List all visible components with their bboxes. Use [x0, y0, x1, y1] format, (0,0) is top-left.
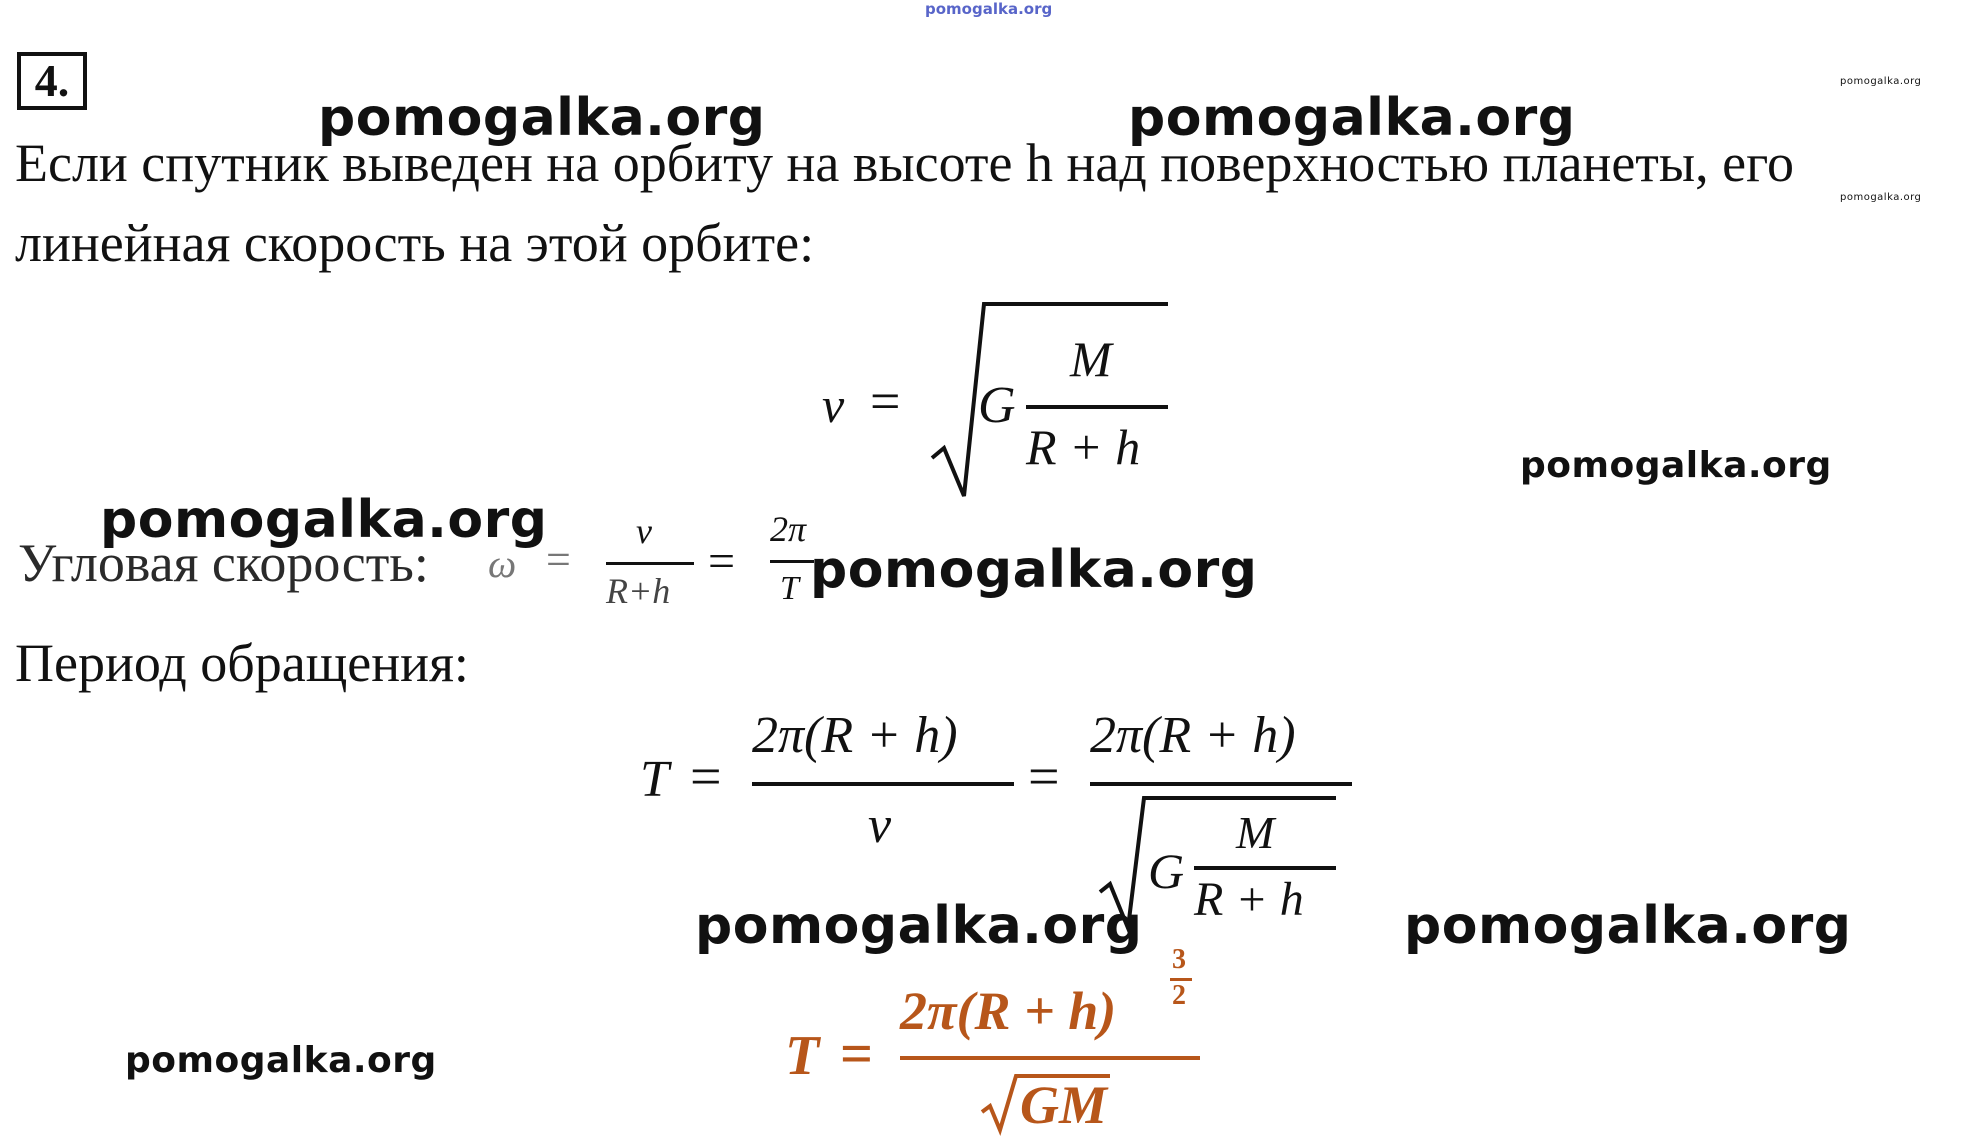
watermark: pomogalka.org	[1404, 896, 1852, 956]
watermark: pomogalka.org	[125, 1040, 437, 1081]
result-eq: =	[840, 1021, 874, 1086]
paragraph-line: Если спутник выведен на орбиту на высоте h над поверхностью планеты, его	[15, 133, 1794, 193]
watermark: pomogalka.org	[100, 490, 548, 550]
angular-label: Угловая скорость:	[18, 533, 429, 593]
watermark-top: pomogalka.org	[925, 0, 1053, 18]
omega-den2: T	[780, 570, 799, 607]
paragraph-line: линейная скорость на этой орбите:	[15, 213, 815, 273]
omega-eq1: =	[546, 535, 571, 584]
formula-v-num: M	[1070, 331, 1112, 387]
formula-T-eq1: =	[690, 746, 722, 808]
formula-T-G: G	[1148, 843, 1185, 899]
result-exp-num: 3	[1172, 944, 1186, 975]
watermark: pomogalka.org	[1520, 445, 1832, 486]
watermark: pomogalka.org	[318, 88, 766, 148]
formula-v-lhs: v	[822, 377, 845, 433]
watermark: pomogalka.org	[1840, 192, 1922, 203]
formula-T-num2: 2π(R + h)	[1090, 707, 1296, 764]
formula-T-num1: 2π(R + h)	[752, 707, 958, 764]
omega-den1: R+h	[606, 571, 671, 611]
fraction-bar	[1194, 866, 1336, 870]
period-label: Период обращения:	[15, 633, 469, 693]
watermark: pomogalka.org	[695, 896, 1143, 956]
omega-symbol: ω	[488, 541, 517, 586]
watermark: pomogalka.org	[810, 540, 1258, 600]
watermark: pomogalka.org	[1128, 88, 1576, 148]
fraction-bar	[1026, 405, 1168, 409]
formula-T-lhs: T	[640, 751, 669, 808]
omega-num1: v	[636, 511, 652, 551]
omega-eq2: =	[708, 535, 736, 588]
result-exp-den: 2	[1172, 980, 1186, 1011]
result-lhs: T	[785, 1025, 820, 1087]
watermark: pomogalka.org	[1840, 76, 1922, 87]
fraction-bar	[606, 562, 694, 565]
fraction-bar	[752, 782, 1014, 786]
formula-T-eq2: =	[1028, 746, 1060, 808]
formula-T-den1: v	[868, 797, 892, 854]
result-den: GM	[1020, 1075, 1108, 1135]
formula-T-inner-den: R + h	[1194, 873, 1304, 926]
fraction-bar	[900, 1056, 1200, 1060]
formula-T-inner-num: M	[1236, 807, 1275, 858]
fraction-bar	[770, 560, 814, 563]
formula-v-eq: =	[870, 371, 901, 431]
formula-v-den: R + h	[1026, 419, 1141, 475]
fraction-bar	[1090, 782, 1352, 786]
result-num: 2π(R + h)	[900, 981, 1117, 1041]
task-number: 4.	[17, 52, 87, 110]
omega-num2: 2π	[770, 509, 807, 549]
formula-v-G: G	[978, 377, 1016, 434]
